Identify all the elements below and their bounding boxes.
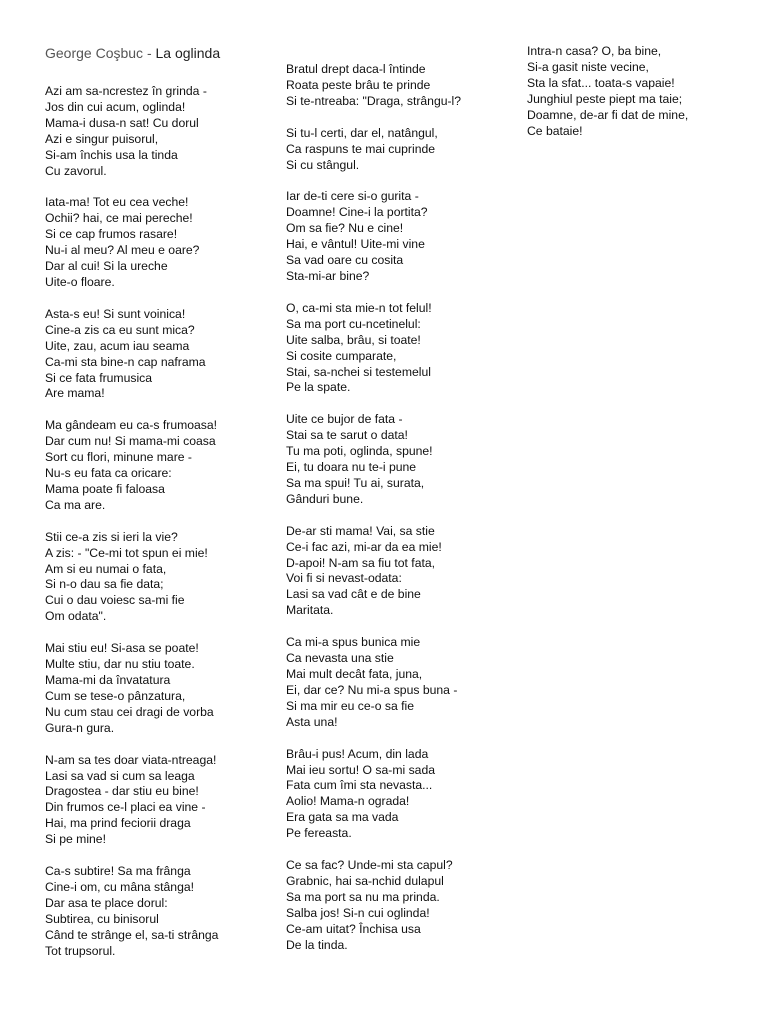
verse-line: Nu-s eu fata ca oricare:: [45, 466, 172, 481]
verse-line: Fata cum îmi sta nevasta...: [286, 778, 433, 793]
verse-line: Uite, zau, acum iau seama: [45, 338, 190, 353]
verse-line: Ca-mi sta bine-n cap naframa: [45, 354, 206, 369]
verse-line: Doamne! Cine-i la portita?: [286, 205, 428, 220]
verse-line: Tot trupsorul.: [45, 943, 116, 958]
verse-line: Junghiul peste piept ma taie;: [527, 91, 683, 106]
verse-line: Uite salba, brâu, si toate!: [286, 332, 421, 347]
verse-line: Ma gândeam eu ca-s frumoasa!: [45, 418, 218, 433]
verse-line: Asta una!: [286, 714, 338, 729]
stanza: [45, 530, 270, 625]
verse-line: Sa ma port cu-ncetinelul:: [286, 316, 421, 331]
stanza: [286, 301, 511, 396]
verse-line: Ce sa fac? Unde-mi sta capul?: [286, 858, 453, 873]
stanza: [45, 195, 270, 290]
verse-line: Doamne, de-ar fi dat de mine,: [527, 107, 689, 122]
author-name: George Coşbuc: [45, 45, 144, 61]
verse-line: Nu-i al meu? Al meu e oare?: [45, 243, 200, 258]
verse-line: Sa ma port sa nu ma prinda.: [286, 889, 440, 904]
stanza: [45, 753, 270, 848]
verse-line: Are mama!: [45, 386, 105, 401]
verse-line: Când te strânge el, sa-ti strânga: [45, 927, 219, 942]
verse-line: Din frumos ce-l placi ea vine -: [45, 800, 206, 815]
verse-line: Subtirea, cu binisorul: [45, 911, 159, 926]
verse-line: Gânduri bune.: [286, 491, 364, 506]
stanza: [286, 126, 511, 174]
verse-line: A zis: - "Ce-mi tot spun ei mie!: [45, 545, 208, 560]
verse-line: Dar asa te place dorul:: [45, 895, 168, 910]
verse-line: Sort cu flori, minune mare -: [45, 450, 192, 465]
stanza: [286, 189, 511, 284]
verse-line: Dar al cui! Si la ureche: [45, 259, 168, 274]
verse-line: Stai, sa-nchei si testemelul: [286, 364, 431, 379]
verse-line: N-am sa tes doar viata-ntreaga!: [45, 752, 217, 767]
verse-line: Sa vad oare cu cosita: [286, 253, 404, 268]
verse-line: Am si eu numai o fata,: [45, 561, 167, 576]
stanza: [45, 307, 270, 402]
verse-line: Ca nevasta una stie: [286, 651, 394, 666]
verse-line: Cine-i om, cu mâna stânga!: [45, 879, 195, 894]
verse-line: Mai stiu eu! Si-asa se poate!: [45, 641, 199, 656]
verse-line: Ca raspuns te mai cuprinde: [286, 141, 436, 156]
verse-line: Lasi sa vad si cum sa leaga: [45, 768, 195, 783]
verse-line: Stai sa te sarut o data!: [286, 428, 408, 443]
verse-line: Tu ma poti, oglinda, spune!: [286, 444, 433, 459]
verse-line: Salba jos! Si-n cui oglinda!: [286, 905, 430, 920]
verse-line: Multe stiu, dar nu stiu toate.: [45, 657, 195, 672]
verse-line: De-ar sti mama! Vai, sa stie: [286, 523, 435, 538]
page-title: [45, 44, 270, 62]
verse-line: Hai, ma prind feciorii draga: [45, 816, 191, 831]
poem-column-1: [45, 44, 270, 976]
verse-line: Brâu-i pus! Acum, din lada: [286, 746, 429, 761]
verse-line: Ei, dar ce? Nu mi-a spus buna -: [286, 682, 458, 697]
verse-line: O, ca-mi sta mie-n tot felul!: [286, 300, 432, 315]
verse-line: Ei, tu doara nu te-i pune: [286, 460, 417, 475]
verse-line: Ce bataie!: [527, 123, 583, 138]
verse-line: Maritata.: [286, 603, 334, 618]
verse-line: Si cu stângul.: [286, 157, 360, 172]
verse-line: Nu cum stau cei dragi de vorba: [45, 704, 214, 719]
verse-line: Ochii? hai, ce mai pereche!: [45, 211, 193, 226]
verse-line: Cu zavorul.: [45, 163, 107, 178]
verse-line: Dar cum nu! Si mama-mi coasa: [45, 434, 216, 449]
verse-line: Stii ce-a zis si ieri la vie?: [45, 529, 178, 544]
stanza: [45, 84, 270, 179]
verse-line: Gura-n gura.: [45, 720, 115, 735]
verse-line: Si n-o dau sa fie data;: [45, 577, 164, 592]
verse-line: Iar de-ti cere si-o gurita -: [286, 189, 419, 204]
verse-line: Cui o dau voiesc sa-mi fie: [45, 593, 185, 608]
verse-line: Azi e singur puisorul,: [45, 131, 159, 146]
poem-column-3: [527, 44, 752, 155]
verse-line: Asta-s eu! Si sunt voinica!: [45, 306, 186, 321]
verse-line: Mai ieu sortu! O sa-mi sada: [286, 762, 436, 777]
verse-line: Si pe mine!: [45, 832, 106, 847]
stanza: [45, 864, 270, 959]
verse-line: Om odata".: [45, 609, 107, 624]
verse-line: Azi am sa-ncrestez în grinda -: [45, 84, 207, 98]
verse-line: Era gata sa ma vada: [286, 810, 399, 825]
verse-line: Pe fereasta.: [286, 826, 352, 841]
verse-line: Uite ce bujor de fata -: [286, 412, 403, 427]
verse-line: Si te-ntreaba: "Draga, strângu-l?: [286, 93, 462, 108]
verse-line: D-apoi! N-am sa fiu tot fata,: [286, 555, 436, 570]
stanza: [286, 747, 511, 842]
verse-line: Si cosite cumparate,: [286, 348, 397, 363]
verse-line: Si ce cap frumos rasare!: [45, 227, 178, 242]
verse-line: Voi fi si nevast-odata:: [286, 571, 402, 586]
stanza: [286, 635, 511, 730]
verse-line: Mama-mi da învatatura: [45, 673, 171, 687]
verse-line: Bratul drept daca-l întinde: [286, 62, 426, 76]
verse-line: Grabnic, hai sa-nchid dulapul: [286, 873, 444, 888]
verse-line: Jos din cui acum, oglinda!: [45, 99, 186, 114]
verse-line: Ca ma are.: [45, 497, 106, 512]
verse-line: Aolio! Mama-n ograda!: [286, 794, 410, 809]
verse-line: Ca-s subtire! Sa ma frânga: [45, 864, 191, 879]
verse-line: Mai mult decât fata, juna,: [286, 667, 423, 681]
verse-line: Lasi sa vad cât e de bine: [286, 587, 421, 602]
verse-line: Si tu-l certi, dar el, natângul,: [286, 125, 438, 140]
verse-line: Intra-n casa? O, ba bine,: [527, 44, 662, 58]
stanza: [286, 858, 511, 953]
verse-line: Si ma mir eu ce-o sa fie: [286, 698, 415, 713]
verse-line: Mama-i dusa-n sat! Cu dorul: [45, 115, 199, 130]
verse-line: Om sa fie? Nu e cine!: [286, 221, 404, 236]
verse-line: Cine-a zis ca eu sunt mica?: [45, 322, 195, 337]
verse-line: Cum se tese-o pânzatura,: [45, 688, 186, 703]
verse-line: Roata peste brâu te prinde: [286, 77, 431, 92]
verse-line: Ce-i fac azi, mi-ar da ea mie!: [286, 539, 442, 554]
stanza: [286, 62, 511, 110]
verse-line: Si-a gasit niste vecine,: [527, 59, 649, 74]
verse-line: Hai, e vântul! Uite-mi vine: [286, 237, 425, 252]
stanza: [527, 44, 752, 139]
verse-line: Mama poate fi faloasa: [45, 481, 165, 496]
verse-line: Si ce fata frumusica: [45, 370, 153, 385]
title-separator: -: [143, 45, 156, 61]
verse-line: Ca mi-a spus bunica mie: [286, 635, 421, 650]
verse-line: Dragostea - dar stiu eu bine!: [45, 784, 199, 799]
verse-line: Sta-mi-ar bine?: [286, 268, 370, 283]
poem-column-2: [286, 62, 511, 970]
verse-line: Iata-ma! Tot eu cea veche!: [45, 195, 189, 210]
stanza: [286, 524, 511, 619]
verse-line: Sta la sfat... toata-s vapaie!: [527, 75, 675, 90]
verse-line: Ce-am uitat? Închisa usa: [286, 921, 421, 936]
verse-line: De la tinda.: [286, 937, 348, 952]
verse-line: Si-am închis usa la tinda: [45, 147, 178, 162]
stanza: [286, 412, 511, 507]
verse-line: Uite-o floare.: [45, 274, 115, 289]
verse-line: Sa ma spui! Tu ai, surata,: [286, 475, 425, 490]
stanza: [45, 418, 270, 513]
verse-line: Pe la spate.: [286, 380, 351, 395]
poem-title: La oglinda: [155, 45, 221, 61]
stanza: [45, 641, 270, 736]
